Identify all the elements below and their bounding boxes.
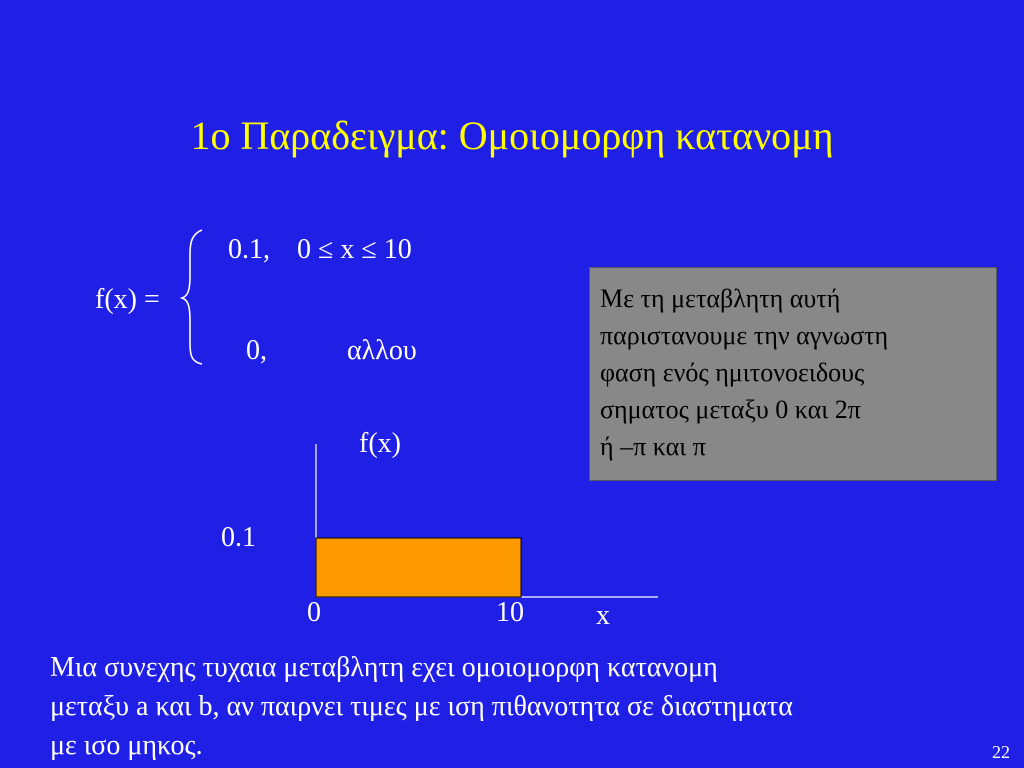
- left-brace: [180, 226, 210, 366]
- x-end-label: 10: [496, 597, 524, 628]
- note-line: Με τη μεταβλητη αυτή: [600, 284, 841, 313]
- density-rectangle: [316, 538, 521, 597]
- case1-value: 0.1,: [228, 234, 270, 265]
- paragraph-line: με ισο μηκος.: [50, 730, 203, 761]
- page-number: 22: [992, 742, 1010, 762]
- formula-lhs: f(x) =: [95, 284, 160, 315]
- height-label: 0.1: [221, 522, 256, 553]
- x-axis-label: x: [596, 600, 610, 631]
- case1-condition: 0 ≤ x ≤ 10: [297, 234, 412, 265]
- uniform-density-graph: [300, 438, 670, 618]
- case2-condition: αλλου: [347, 335, 417, 366]
- paragraph-line: Μια συνεχης τυχαια μεταβλητη εχει ομοιομορφη κατανομη: [50, 652, 718, 683]
- note-line: παριστανουμε την αγνωστη: [600, 321, 889, 350]
- note-line: ή –π και π: [600, 432, 706, 461]
- note-line: σηματος μεταξυ 0 και 2π: [600, 395, 861, 424]
- case2-value: 0,: [246, 335, 267, 366]
- note-line: φαση ενός ημιτονοειδους: [600, 358, 865, 387]
- paragraph-line: μεταξυ a και b, αν παιρνει τιμες με ιση πιθανοτητα σε διαστηματα: [50, 691, 793, 722]
- y-axis-label: f(x): [359, 428, 401, 459]
- definition-paragraph: [50, 648, 990, 765]
- slide-title: 1ο Παραδειγμα: Ομοιομορφη κατανομη: [190, 113, 834, 158]
- x-start-label: 0: [307, 597, 321, 628]
